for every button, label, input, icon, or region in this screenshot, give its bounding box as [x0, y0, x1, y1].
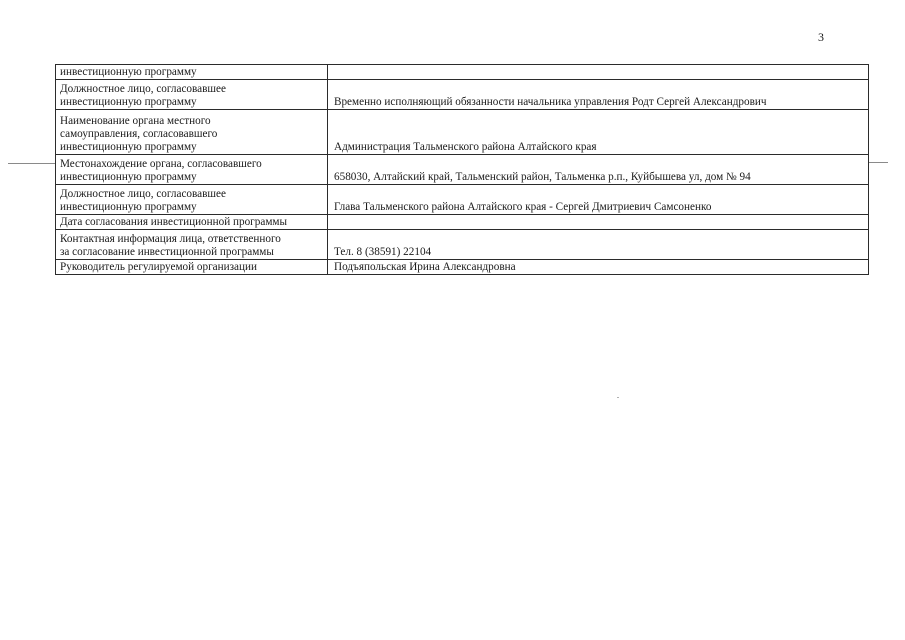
row-label: Руководитель регулируемой организации [56, 260, 328, 275]
row-label: Контактная информация лица, ответственного за согласование инвестиционной программы [56, 230, 328, 260]
table-row [56, 65, 869, 80]
row-value [328, 65, 869, 80]
row-value: Администрация Тальменского района Алтайского края [328, 110, 869, 155]
table-row [56, 185, 869, 215]
row-label: Должностное лицо, согласовавшее инвестиционную программу [56, 185, 328, 215]
row-label: Должностное лицо, согласовавшее инвестиционную программу [56, 80, 328, 110]
table-row [56, 260, 869, 275]
table-row [56, 215, 869, 230]
row-value [328, 215, 869, 230]
row-label: Наименование органа местного самоуправления, согласовавшего инвестиционную программу [56, 110, 328, 155]
page-number: 3 [818, 30, 824, 44]
row-value: Временно исполняющий обязанности начальника управления Родт Сергей Александрович [328, 80, 869, 110]
row-value: Подъяпольская Ирина Александровна [328, 260, 869, 275]
scan-speck [617, 397, 619, 398]
table-row [56, 110, 869, 155]
scan-artifact-line-right [868, 162, 888, 163]
row-value: Тел. 8 (38591) 22104 [328, 230, 869, 260]
row-value: Глава Тальменского района Алтайского края - Сергей Дмитриевич Самсоненко [328, 185, 869, 215]
row-value: 658030, Алтайский край, Тальменский район, Тальменка р.п., Куйбышева ул, дом № 94 [328, 155, 869, 185]
table-row [56, 155, 869, 185]
row-label: Дата согласования инвестиционной программы [56, 215, 328, 230]
row-label: Местонахождение органа, согласовавшего инвестиционную программу [56, 155, 328, 185]
table-row [56, 80, 869, 110]
approval-info-table [55, 64, 869, 275]
table-row [56, 230, 869, 260]
scan-artifact-line-left [8, 163, 56, 164]
row-label: инвестиционную программу [56, 65, 328, 80]
